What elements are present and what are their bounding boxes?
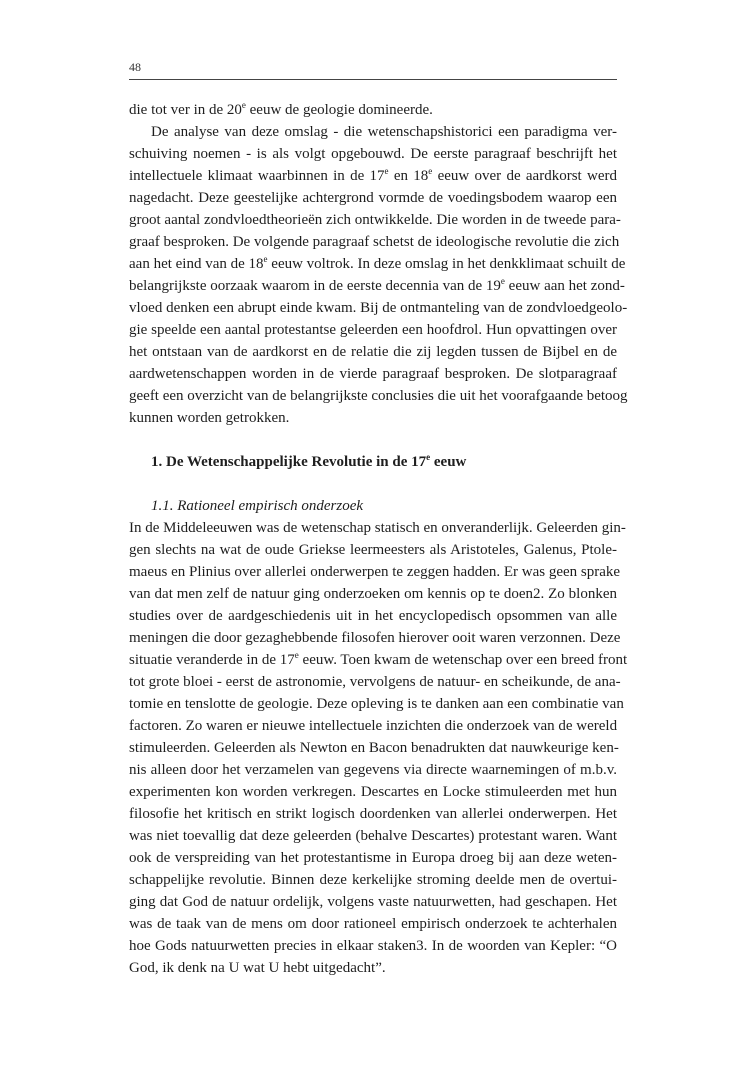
text-line: In de Middeleeuwen was de wetenschap statisch en onveranderlijk. Geleerden gin-: [129, 520, 626, 536]
text-line: graaf besproken. De volgende paragraaf schetst de ideologische revolutie die zich: [129, 234, 620, 250]
text-line: God, ik denk na U wat U hebt uitgedacht”.: [129, 960, 386, 976]
text-line: groot aantal zondvloedtheorieën zich ontwikkelde. Die worden in de tweede para-: [129, 212, 621, 228]
text-line: tomie en tenslotte de geologie. Deze opleving is te danken aan een combinatie van: [129, 696, 624, 712]
text-line: stimuleerden. Geleerden als Newton en Bacon benadrukten dat nauwkeurige ken-: [129, 740, 619, 756]
text-line: meningen die door gezaghebbende filosofen hierover ooit waren verzonnen. Deze: [129, 630, 621, 646]
page-number: 48: [129, 60, 141, 74]
text-line: was de taak van de mens om door rationeel empirisch onderzoek te achterhalen: [129, 916, 617, 932]
text-line: intellectuele klimaat waarbinnen in de 17e en 18e eeuw over de aardkorst werd: [129, 166, 617, 184]
page-body: [129, 99, 628, 979]
text-line: De analyse van deze omslag - die wetenschapshistorici een paradigma ver-: [151, 124, 617, 140]
subsection-heading: 1.1. Rationeel empirisch onderzoek: [151, 498, 364, 514]
text-line: hoe Gods natuurwetten precies in elkaar staken3. In de woorden van Kepler: “O: [129, 938, 617, 954]
section-paragraph: [129, 517, 628, 979]
text-line: aardwetenschappen worden in de vierde paragraaf besproken. De slotparagraaf: [129, 366, 617, 382]
text-line: studies over de aardgeschiedenis uit in het encyclopedisch opsommen van alle: [129, 608, 617, 624]
text-line: maeus en Plinius over allerlei onderwerpen te zeggen hadden. Er was geen sprake: [129, 564, 621, 580]
text-line: nagedacht. Deze geestelijke achtergrond vormde de voedingsbodem waarop een: [129, 190, 617, 206]
text-line: tot grote bloei - eerst de astronomie, vervolgens de natuur- en scheikunde, de ana-: [129, 674, 621, 690]
text-line: kunnen worden getrokken.: [129, 410, 290, 426]
text-line: gen slechts na wat de oude Griekse leermeesters als Aristoteles, Galenus, Ptole-: [129, 542, 617, 558]
text-line: schuiving noemen - is als volgt opgebouwd. De eerste paragraaf beschrijft het: [129, 146, 617, 162]
text-line: gie speelde een aantal protestantse geleerden een hoofdrol. Hun opvattingen over: [129, 322, 617, 338]
text-line: ging dat God de natuur ordelijk, volgens vaste natuurwetten, had geschapen. Het: [129, 894, 617, 910]
header-rule: [129, 79, 617, 80]
text-line: nis alleen door het verzamelen van gegevens via directe waarnemingen of m.b.v.: [129, 762, 617, 778]
text-line: filosofie het kritisch en strikt logisch doordenken van allerlei onderwerpen. Het: [129, 806, 617, 822]
text-line: experimenten kon worden verkregen. Descartes en Locke stimuleerden met hun: [129, 784, 617, 800]
text-line: belangrijkste oorzaak waarom in de eerste decennia van de 19e eeuw aan het zond-: [129, 276, 625, 294]
opening-line: die tot ver in de 20e eeuw de geologie domineerde.: [129, 100, 433, 118]
text-line: factoren. Zo waren er nieuwe intellectuele inzichten die onderzoek van de wereld: [129, 718, 618, 734]
text-line: geeft een overzicht van de belangrijkste conclusies die uit het voorafgaande betoog: [129, 388, 628, 404]
text-line: het ontstaan van de aardkorst en de relatie die zij legden tussen de Bijbel en de: [129, 344, 617, 360]
text-line: was niet toevallig dat deze geleerden (behalve Descartes) protestant waren. Want: [129, 828, 617, 844]
section-heading: 1. De Wetenschappelijke Revolutie in de 17e eeuw: [151, 452, 467, 470]
text-line: aan het eind van de 18e eeuw voltrok. In deze omslag in het denkklimaat schuilt de: [129, 254, 626, 272]
text-line: schappelijke revolutie. Binnen deze kerkelijke stroming deelde men de overtui-: [129, 872, 617, 888]
text-line: vloed denken een abrupt einde kwam. Bij de ontmanteling van de zondvloedgeolo-: [129, 300, 628, 316]
text-line: ook de verspreiding van het protestantisme in Europa droeg bij aan deze weten-: [129, 850, 617, 866]
text-line: situatie veranderde in de 17e eeuw. Toen kwam de wetenschap over een breed front: [129, 650, 628, 668]
intro-paragraph: [129, 121, 628, 429]
text-line: van dat men zelf de natuur ging onderzoeken om kennis op te doen2. Zo blonken: [129, 586, 617, 602]
